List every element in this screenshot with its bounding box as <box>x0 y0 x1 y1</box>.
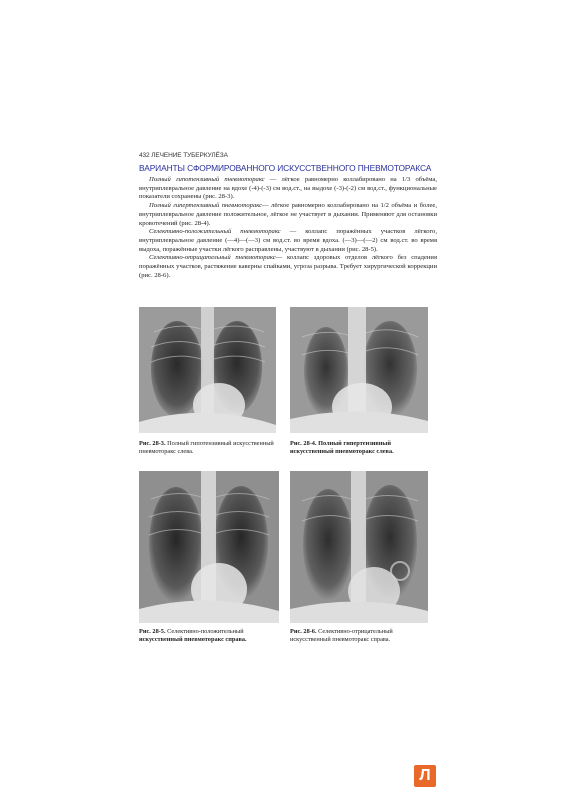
figure-caption: Рис. 28-6. Селективно-отрицательный искусственный пневмоторакс справа. <box>290 628 393 644</box>
xray-image-28-4 <box>290 307 428 433</box>
paragraph: Полный гипотензивный пневмоторакс — лёгкое равномерно коллабировано на 1/3 объёма, внутриплевральное давление на вдохе (-4)-(-3) см вод.ст., на выдохе (-3)-(-2) см вод.ст., функциональные показатели сохранены (рис. 28-3). <box>139 176 438 201</box>
figure-caption: Рис. 28-3. Полный гипотензивный искусственный пневмоторакс слева. <box>139 440 274 456</box>
xray-image-28-6 <box>290 471 428 623</box>
xray-image-28-3 <box>139 307 276 433</box>
running-head: 432 ЛЕЧЕНИЕ ТУБЕРКУЛЁЗА <box>139 152 228 159</box>
publisher-logo-icon: Л <box>414 765 436 787</box>
figure-caption: Рис. 28-4. Полный гипертензивный искусственный пневмоторакс слева. <box>290 440 394 456</box>
paragraph: Полный гипертензивный пневмоторакс— лёгкое равномерно коллабировано на 1/2 объёма и более, внутриплевральное давление положительное, лёгкое не участвует в дыхании. Применяют для остановки кровотечений (рис. 28-4). <box>139 202 437 227</box>
body-text <box>139 176 437 280</box>
paragraph: Селективно-отрицательный пневмоторакс— коллапс здоровых отделов лёгкого без спадения поражённых участков, растяжение каверны спайками, угроза разрыва. Требует хирургической коррекции (рис. 28-6). <box>139 254 437 279</box>
figure-caption: Рис. 28-5. Селективно-положительный искусственный пневмоторакс справа. <box>139 628 247 644</box>
section-title: ВАРИАНТЫ СФОРМИРОВАННОГО ИСКУССТВЕННОГО ПНЕВМОТОРАКСА <box>139 163 432 173</box>
paragraph: Селективно-положительный пневмоторакс — коллапс поражённых участков лёгкого, внутриплевральное давление (—4)—(—3) см вод.ст. во время вдоха. (—3)—(—2) см вод.ст. во время выдоха, поражённые участки лёгкого расправлены, участвуют в дыхании (рис. 28-5). <box>139 228 437 253</box>
xray-image-28-5 <box>139 471 279 623</box>
